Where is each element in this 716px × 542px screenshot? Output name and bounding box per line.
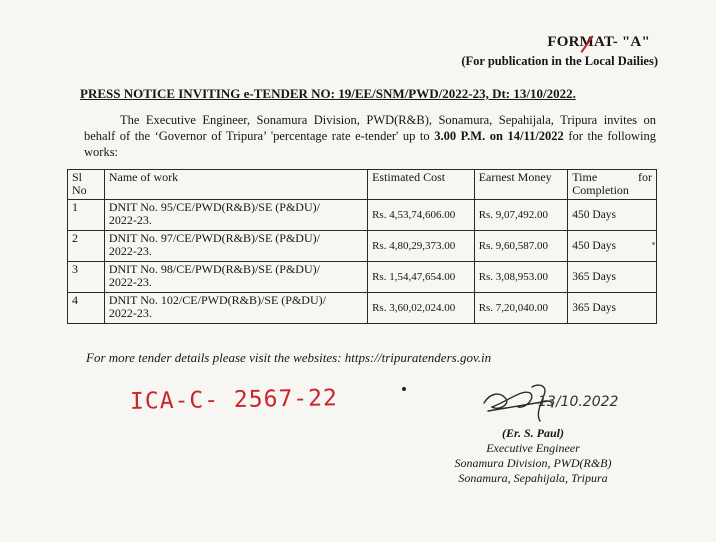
signer-title: Executive Engineer — [486, 441, 580, 455]
intro-text-1: The Executive Engineer, Sonamura Division, PWD(R&B), Sonamura, Sepahijala, Tripura invites on behalf of the ‘Governor of Tripura’ 'percentage rate e-tender' up to — [84, 113, 656, 143]
table-row — [68, 200, 657, 231]
table-header-row — [68, 170, 657, 200]
publication-note: (For publication in the Local Dailies) — [461, 54, 658, 68]
ink-dot — [402, 387, 406, 391]
works-table — [67, 169, 657, 324]
notice-title: PRESS NOTICE INVITING e-TENDER NO: 19/EE/SNM/PWD/2022-23, Dt: 13/10/2022. — [80, 86, 576, 101]
table-row — [68, 231, 657, 262]
ink-speck — [652, 242, 655, 245]
row-time: 365 Days — [568, 293, 657, 324]
format-prefix: FOR — [547, 34, 580, 50]
signer-division: Sonamura Division, PWD(R&B) — [454, 456, 612, 470]
header-time-for-completion: Time for Completion — [568, 170, 657, 200]
format-struck-letter: M — [579, 34, 595, 50]
row-earnest-money: Rs. 3,08,953.00 — [474, 262, 568, 293]
row-time: 365 Days — [568, 262, 657, 293]
intro-text-2: for the following works: — [84, 129, 656, 159]
signer-location: Sonamura, Sepahijala, Tripura — [458, 471, 608, 485]
row-sl: 2 — [68, 231, 105, 262]
row-sl: 4 — [68, 293, 105, 324]
website-note: For more tender details please visit the websites: https://tripuratenders.gov.in — [86, 350, 492, 365]
format-label — [547, 34, 650, 51]
row-sl: 1 — [68, 200, 105, 231]
signatory-block — [432, 426, 634, 486]
intro-paragraph — [84, 112, 656, 160]
signer-name: (Er. S. Paul) — [501, 426, 564, 440]
table-row — [68, 293, 657, 324]
row-name-of-work: DNIT No. 102/CE/PWD(R&B)/SE (P&DU)/ 2022-23. — [104, 293, 367, 324]
header-sl: Sl No — [68, 170, 105, 200]
row-estimated-cost: Rs. 3,60,02,024.00 — [368, 293, 475, 324]
format-suffix: AT- "A" — [594, 34, 650, 50]
ica-reference-handwritten: ICA-C- 2567-22 — [129, 385, 339, 415]
table-row — [68, 262, 657, 293]
row-name-of-work: DNIT No. 97/CE/PWD(R&B)/SE (P&DU)/ 2022-23. — [104, 231, 367, 262]
signature-date: 13/10.2022 — [538, 394, 619, 410]
row-sl: 3 — [68, 262, 105, 293]
row-time: 450 Days — [568, 200, 657, 231]
row-earnest-money: Rs. 9,60,587.00 — [474, 231, 568, 262]
intro-deadline: 3.00 P.M. on 14/11/2022 — [434, 129, 564, 143]
row-earnest-money: Rs. 9,07,492.00 — [474, 200, 568, 231]
header-name-of-work: Name of work — [104, 170, 367, 200]
row-name-of-work: DNIT No. 98/CE/PWD(R&B)/SE (P&DU)/ 2022-23. — [104, 262, 367, 293]
row-time: 450 Days — [568, 231, 657, 262]
row-earnest-money: Rs. 7,20,040.00 — [474, 293, 568, 324]
row-estimated-cost: Rs. 1,54,47,654.00 — [368, 262, 475, 293]
header-earnest-money: Earnest Money — [474, 170, 568, 200]
row-name-of-work: DNIT No. 95/CE/PWD(R&B)/SE (P&DU)/ 2022-23. — [104, 200, 367, 231]
row-estimated-cost: Rs. 4,53,74,606.00 — [368, 200, 475, 231]
row-estimated-cost: Rs. 4,80,29,373.00 — [368, 231, 475, 262]
header-estimated-cost: Estimated Cost — [368, 170, 475, 200]
